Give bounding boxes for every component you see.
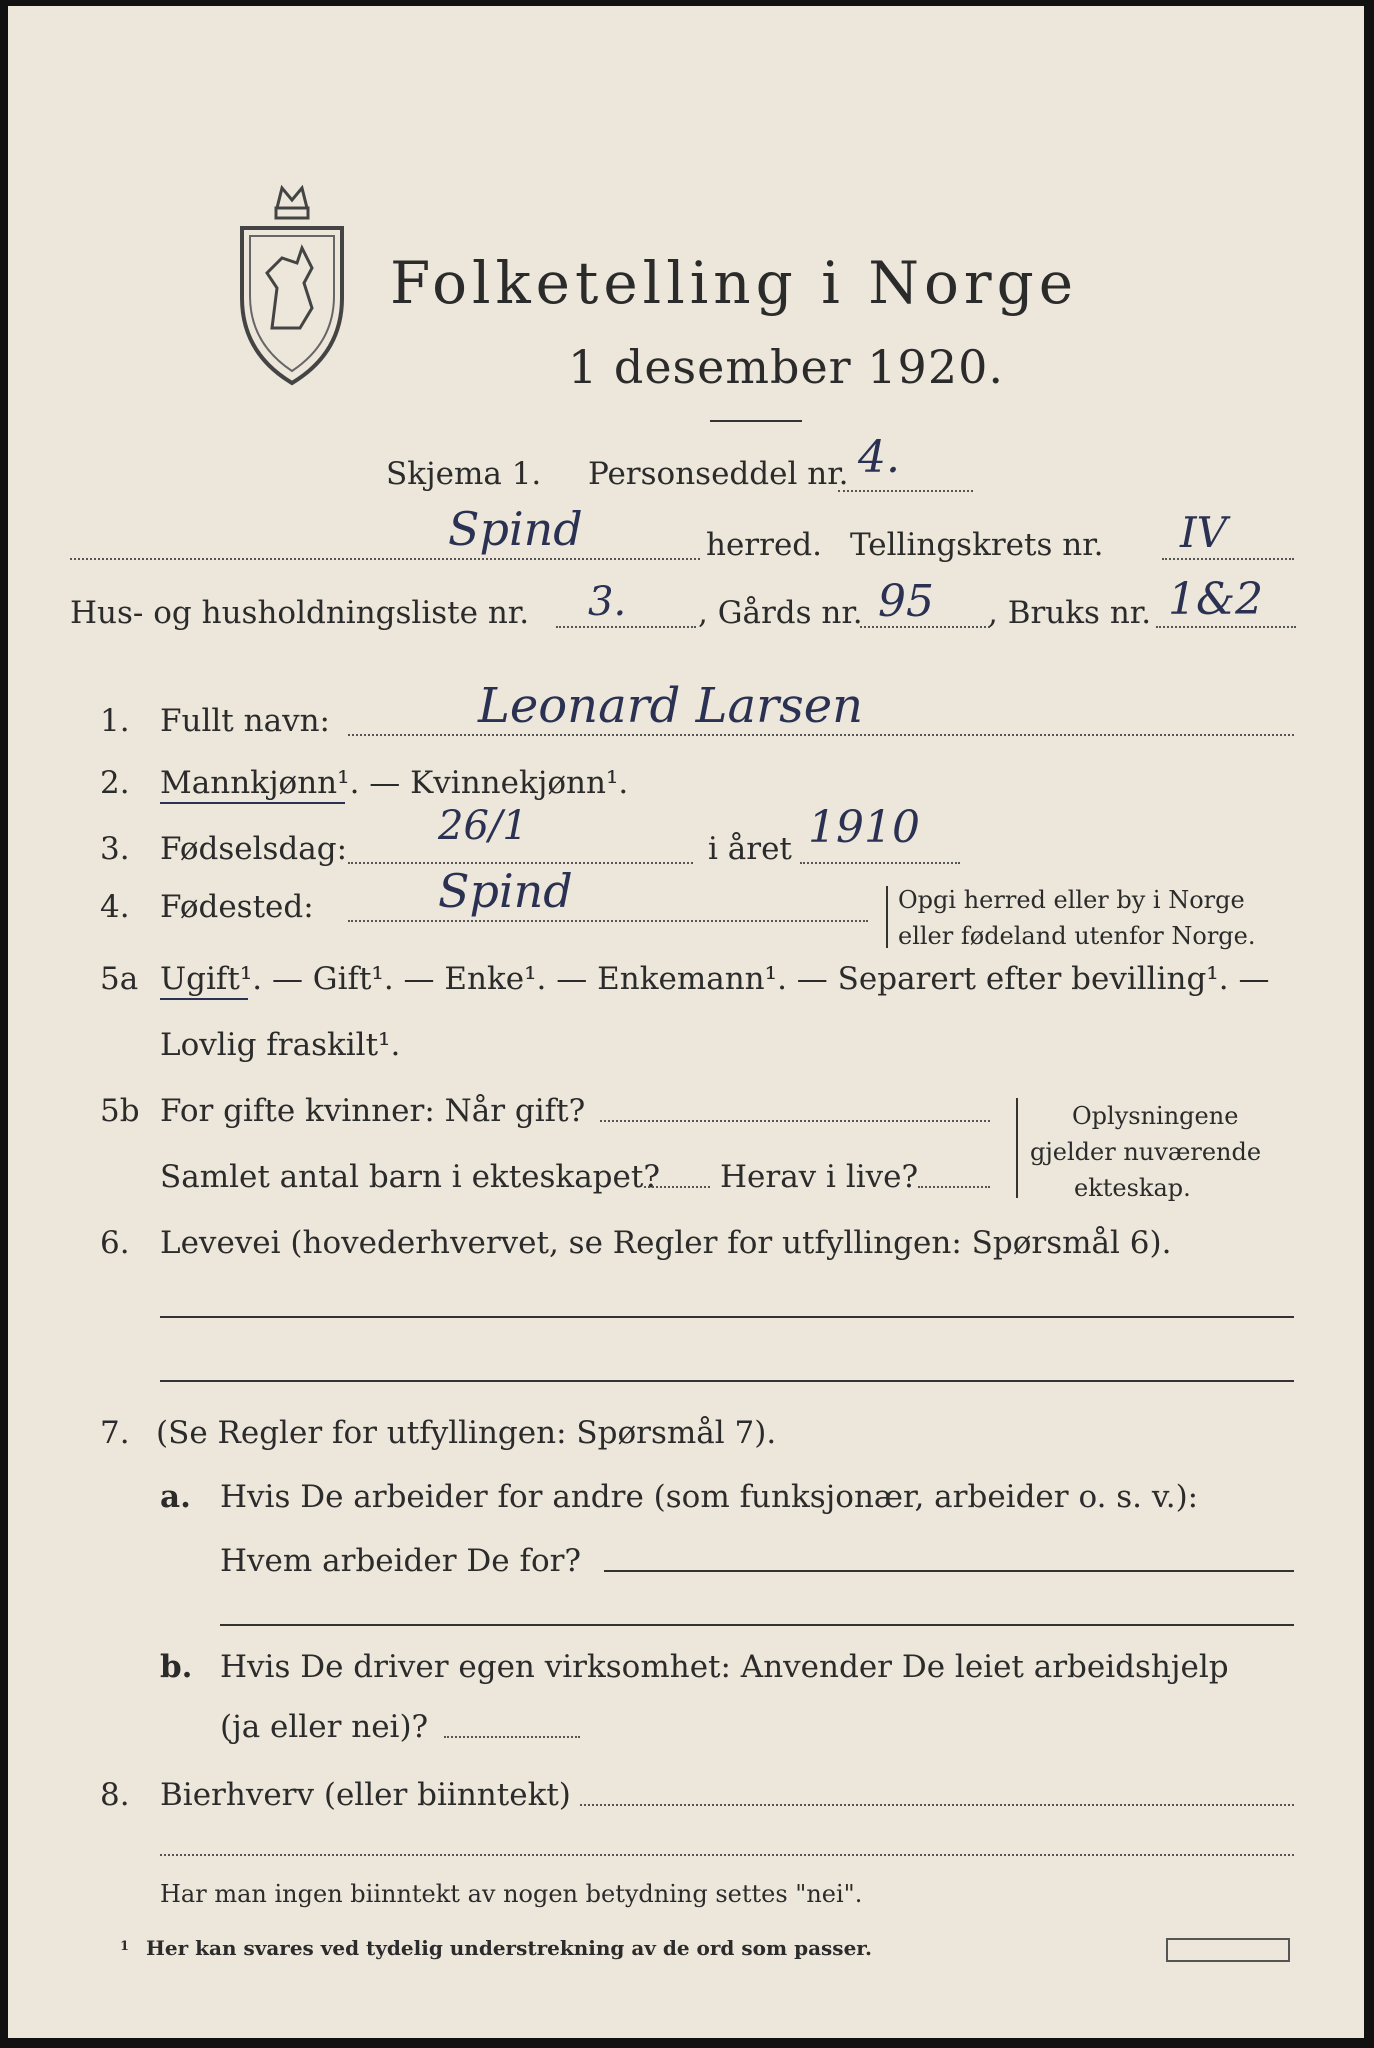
married-date-field[interactable] [600,1120,990,1122]
q7a-label: Hvis De arbeider for andre (som funksjonær, arbeider o. s. v.): [220,1479,1199,1515]
q7b-label: Hvis De driver egen virksomhet: Anvender De leiet arbeidshjelp [220,1649,1229,1685]
side-income-field-line2[interactable] [160,1854,1294,1856]
tellingskrets-label: Tellingskrets nr. [850,527,1104,563]
printer-stamp [1166,1938,1290,1962]
herred-field[interactable] [70,558,700,560]
q8-number: 8. [100,1777,130,1813]
herred-value: Spind [448,502,583,556]
side-income-field-line1[interactable] [580,1804,1294,1806]
personseddel-label: Personseddel nr. [588,456,849,492]
census-form [8,6,1364,2038]
children-total-field[interactable] [644,1186,710,1188]
side-income-note: Har man ingen biinntekt av nogen betydning settes "nei". [160,1880,863,1908]
coat-of-arms-icon [232,178,352,388]
q6-label: Levevei (hovederhvervet, se Regler for utfyllingen: Spørsmål 6). [160,1225,1172,1261]
birth-year-field[interactable] [800,862,960,864]
q4-brace [886,886,888,948]
q5b-alive-label: Herav i live? [720,1159,919,1195]
occupation-field-line1[interactable] [160,1316,1294,1318]
birthplace-field[interactable] [348,920,868,922]
q4-label: Fødested: [160,889,314,925]
q1-number: 1. [100,703,130,739]
q5b-note-line2: gjelder nuværende [1030,1138,1262,1166]
q7b-letter: b. [160,1649,193,1685]
footnote-text: Her kan svares ved tydelig understrekning av de ord som passer. [146,1936,872,1960]
tellingskrets-field[interactable] [1162,558,1294,560]
hired-help-field[interactable] [444,1736,580,1738]
q5a-number: 5a [100,961,139,997]
personseddel-field[interactable] [838,490,973,492]
q5b-number: 5b [100,1093,140,1129]
title-rule [710,420,802,422]
q7-number: 7. [100,1415,130,1451]
q7a-letter: a. [160,1479,191,1515]
q7b-label-2: (ja eller nei)? [220,1709,429,1745]
husliste-value: 3. [588,579,627,625]
occupation-field-line2[interactable] [160,1380,1294,1382]
footnote-marker: 1 [120,1939,130,1954]
q5b-note-line3: ekteskap. [1074,1174,1191,1202]
personseddel-value: 4. [858,432,900,483]
q4-note-line1: Opgi herred eller by i Norge [898,886,1245,914]
q6-number: 6. [100,1225,130,1261]
q3-number: 3. [100,831,130,867]
q5b-children-label: Samlet antal barn i ekteskapet? [160,1159,660,1195]
q1-label: Fullt navn: [160,703,330,739]
full-name-field[interactable] [348,734,1294,736]
husliste-field[interactable] [556,626,696,628]
census-date: 1 desember 1920. [568,340,1004,394]
q5b-note-line1: Oplysningene [1072,1102,1239,1130]
children-alive-field[interactable] [918,1186,990,1188]
q8-label: Bierhverv (eller biinntekt) [160,1777,571,1813]
husliste-label: Hus- og husholdningsliste nr. [70,595,530,631]
gards-label: , Gårds nr. [698,595,863,631]
birthplace-value: Spind [438,864,573,918]
birth-year-value: 1910 [808,802,920,853]
q5b-brace [1016,1098,1018,1198]
employer-field-line1[interactable] [604,1570,1294,1572]
sex-underline-mark [160,802,345,804]
q5a-marital-options[interactable]: Ugift¹. — Gift¹. — Enke¹. — Enkemann¹. — Separert efter bevilling¹. — [160,961,1270,997]
tellingskrets-value: IV [1180,508,1227,557]
birthday-value: 26/1 [438,803,528,849]
q3-label: Fødselsdag: [160,831,348,867]
q7-label: (Se Regler for utfyllingen: Spørsmål 7). [156,1415,777,1451]
q5a-marital-options-2[interactable]: Lovlig fraskilt¹. [160,1027,401,1063]
q3-year-label: i året [708,831,792,867]
employer-field-line2[interactable] [220,1624,1294,1626]
q2-sex-options[interactable]: Mannkjønn¹. — Kvinnekjønn¹. [160,765,629,801]
full-name-value: Leonard Larsen [478,678,864,734]
q4-number: 4. [100,889,130,925]
q5b-label: For gifte kvinner: Når gift? [160,1093,586,1129]
form-title: Folketelling i Norge [390,249,1079,317]
q2-number: 2. [100,765,130,801]
schema-label: Skjema 1. [386,456,542,492]
q4-note-line2: eller fødeland utenfor Norge. [898,922,1256,950]
bruks-value: 1&2 [1168,574,1264,625]
bruks-label: , Bruks nr. [988,595,1152,631]
q7a-employer-label: Hvem arbeider De for? [220,1543,582,1579]
herred-label: herred. [706,527,822,563]
bruks-field[interactable] [1156,626,1296,628]
gards-value: 95 [878,576,934,627]
marital-underline-mark [160,998,248,1000]
